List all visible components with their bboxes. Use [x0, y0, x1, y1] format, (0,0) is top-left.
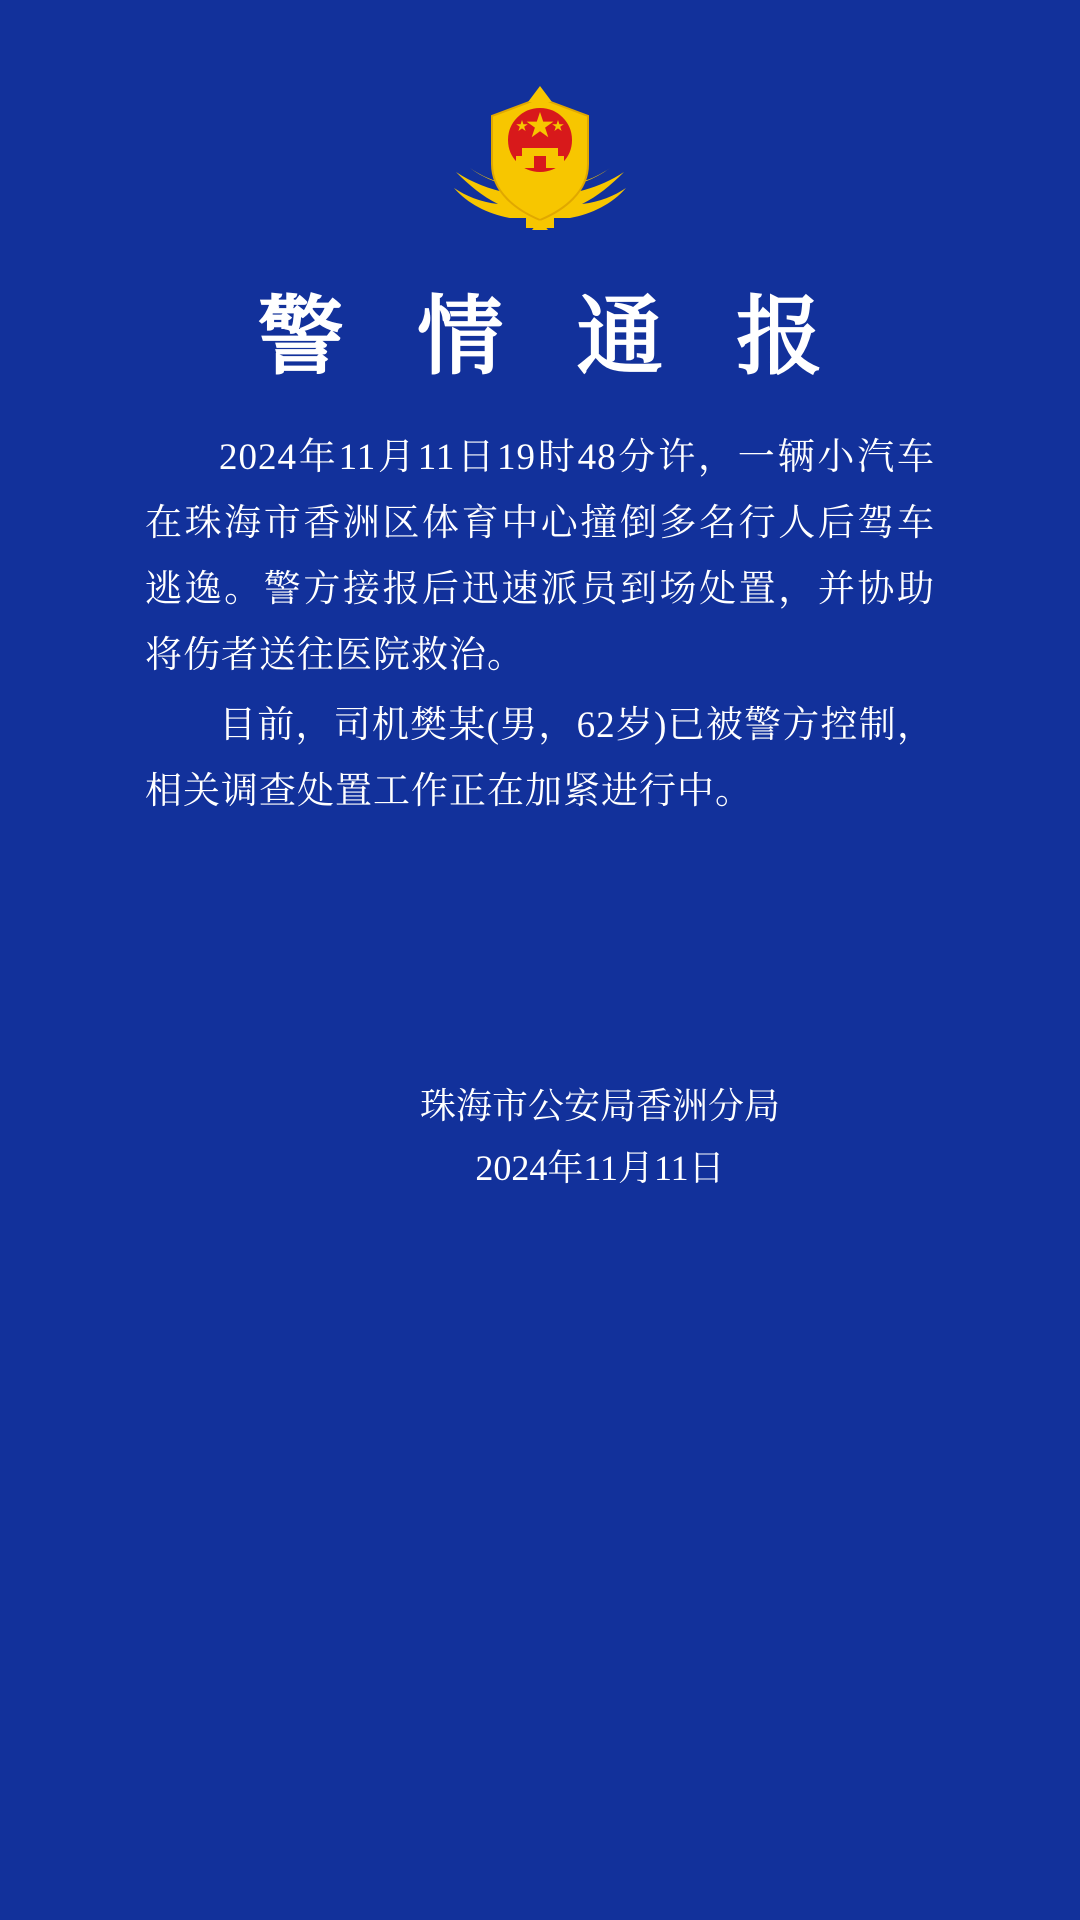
notice-paragraph-2: 目前，司机樊某(男，62岁)已被警方控制，相关调查处置工作正在加紧进行中。	[145, 704, 935, 812]
china-police-badge-icon	[440, 68, 640, 238]
signature-date: 2024年11月11日	[475, 1147, 725, 1188]
notice-paragraph-1: 2024年11月11日19时48分许，一辆小汽车在珠海市香洲区体育中心撞倒多名行人后驾车逃逸。警方接报后迅速派员到场处置，并协助将伤者送往医院救治。	[145, 436, 935, 676]
page-title: 警 情 通 报	[257, 289, 849, 385]
police-badge-emblem	[440, 68, 640, 238]
signature-unit: 珠海市公安局香洲分局	[419, 1085, 780, 1126]
signature-block	[145, 1075, 935, 1199]
notice-body	[145, 425, 935, 829]
